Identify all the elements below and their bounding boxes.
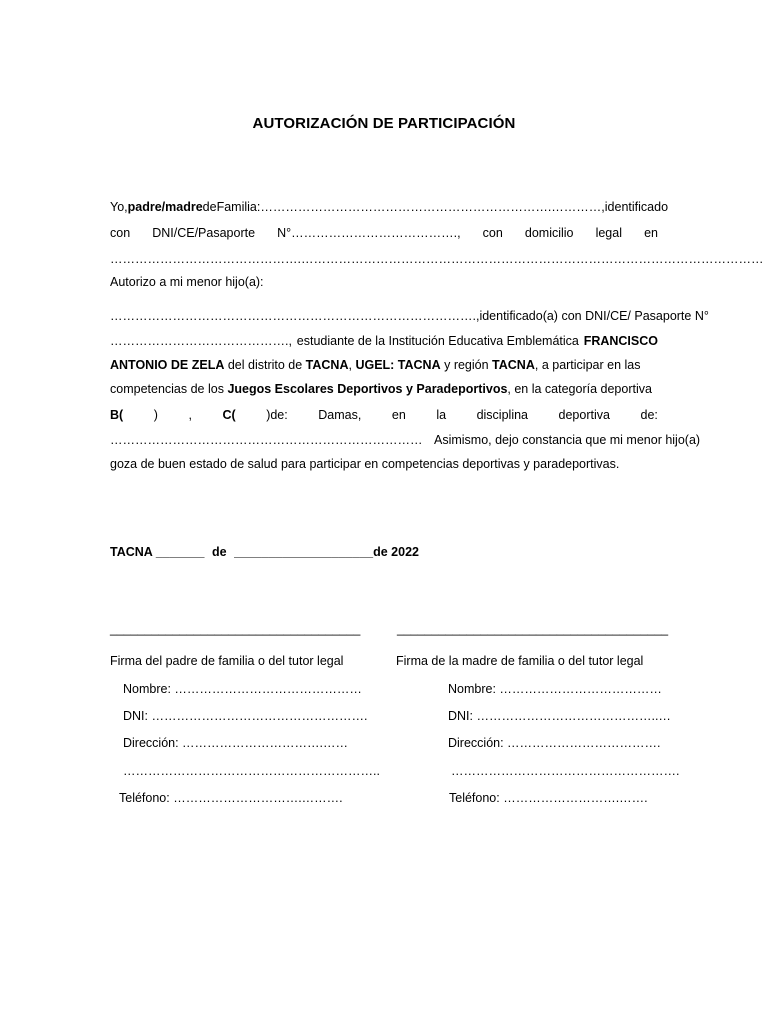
year-text: de 2022: [373, 545, 419, 559]
mother-signature-caption: Firma de la madre de familia o del tutor legal: [396, 654, 644, 668]
mother-nombre-field: Nombre: …………………………………: [448, 682, 662, 696]
text-fragment: , en la categoría deportiva: [507, 382, 652, 396]
father-direccion-extra: ……………………………………………………..: [123, 764, 380, 778]
paragraph2-line6: [110, 433, 701, 447]
fill-in-blank: …………………………………………………………………: [110, 433, 423, 447]
text-fragment: legal: [595, 226, 622, 240]
text-fragment: estudiante de la Institución Educativa Emblemática: [296, 334, 579, 348]
paragraph2-line1: [110, 309, 709, 323]
text-fragment: competencias de los: [110, 382, 228, 396]
paragraph1-line3: [110, 252, 764, 266]
fill-in-blank: N°………………………………….,: [277, 226, 461, 240]
fill-in-blank: …………………………………………………………….…………,: [260, 200, 605, 214]
document-title: AUTORIZACIÓN DE PARTICIPACIÓN: [252, 115, 516, 132]
father-signature-line: ____________________________________: [110, 622, 361, 636]
paragraph2-line2: [110, 334, 658, 348]
paragraph1-line4: Autorizo a mi menor hijo(a):: [110, 275, 264, 289]
ugel-name: UGEL: TACNA: [355, 358, 441, 372]
text-fragment: disciplina: [476, 408, 528, 422]
text-fragment: la: [436, 408, 447, 422]
category-c-box: C(: [222, 408, 236, 422]
text-fragment: ): [153, 408, 158, 422]
paragraph1-line2: [110, 226, 658, 240]
text-fragment: deportiva: [558, 408, 610, 422]
text-fragment: con: [110, 226, 131, 240]
fill-in-blank: …………………………………….,: [110, 334, 292, 348]
father-direccion-field: Dirección: …………………………….……: [123, 736, 349, 750]
text-fragment: identificado: [604, 200, 669, 214]
text-fragment: en: [644, 226, 658, 240]
mother-direccion-extra: ……………………………………………….: [451, 764, 680, 778]
text-fragment: Yo,: [110, 200, 128, 214]
paragraph1-line1: [110, 200, 669, 214]
paragraph2-line7: goza de buen estado de salud para participar en competencias deportivas y paradeportivas.: [110, 457, 620, 471]
text-fragment: identificado(a) con DNI/CE/ Pasaporte N°: [479, 309, 709, 323]
region-name: TACNA: [492, 358, 535, 372]
mother-signature-line: _______________________________________: [397, 622, 669, 636]
city-blank: TACNA _______: [110, 545, 205, 559]
text-fragment: )de:: [266, 408, 288, 422]
event-name: Juegos Escolares Deportivos y Paradeportivos: [227, 382, 508, 396]
month-blank: ____________________: [234, 545, 374, 559]
text-fragment: Asimismo, dejo constancia que mi menor hijo(a): [433, 433, 701, 447]
paragraph2-line5: [110, 408, 658, 422]
paragraph2-line3: [110, 358, 658, 372]
category-b-box: B(: [110, 408, 124, 422]
fill-in-blank: …………………………………………………………………………….,: [110, 309, 480, 323]
father-nombre-field: Nombre: ………………………………………: [123, 682, 362, 696]
mother-dni-field: DNI: ……………………………………..…: [448, 709, 671, 723]
text-fragment: ,: [188, 408, 192, 422]
text-fragment: , a participar en las: [534, 358, 641, 372]
text-fragment: DNI/CE/Pasaporte: [152, 226, 256, 240]
text-fragment: Familia:: [216, 200, 261, 214]
district-name: TACNA: [305, 358, 349, 372]
fill-in-blank: …………………………………………………………………………………………………: [300, 252, 764, 266]
father-signature-caption: Firma del padre de familia o del tutor legal: [110, 654, 344, 668]
text-fragment: padre/madre: [127, 200, 203, 214]
paragraph2-line4: [110, 382, 658, 396]
text-fragment: del distrito de: [224, 358, 306, 372]
text-fragment: y región: [440, 358, 493, 372]
text-fragment: con: [482, 226, 503, 240]
father-telefono-field: Teléfono: ………………………….……….: [119, 791, 343, 805]
text-fragment: de: [211, 545, 227, 559]
mother-direccion-field: Dirección: ……………………………….: [448, 736, 661, 750]
father-dni-field: DNI: …………………………………………….: [123, 709, 368, 723]
text-fragment: de: [202, 200, 217, 214]
text-fragment: de:: [640, 408, 658, 422]
mother-telefono-field: Teléfono: ……………………….…….: [449, 791, 648, 805]
text-fragment: domicilio: [524, 226, 574, 240]
date-line: [110, 545, 658, 559]
school-name: ANTONIO DE ZELA: [110, 358, 225, 372]
text-fragment: Damas,: [318, 408, 362, 422]
school-name: FRANCISCO: [583, 334, 658, 348]
text-fragment: ,: [348, 358, 356, 372]
text-fragment: en: [391, 408, 406, 422]
fill-in-blank: ……………………………………….: [110, 252, 301, 266]
